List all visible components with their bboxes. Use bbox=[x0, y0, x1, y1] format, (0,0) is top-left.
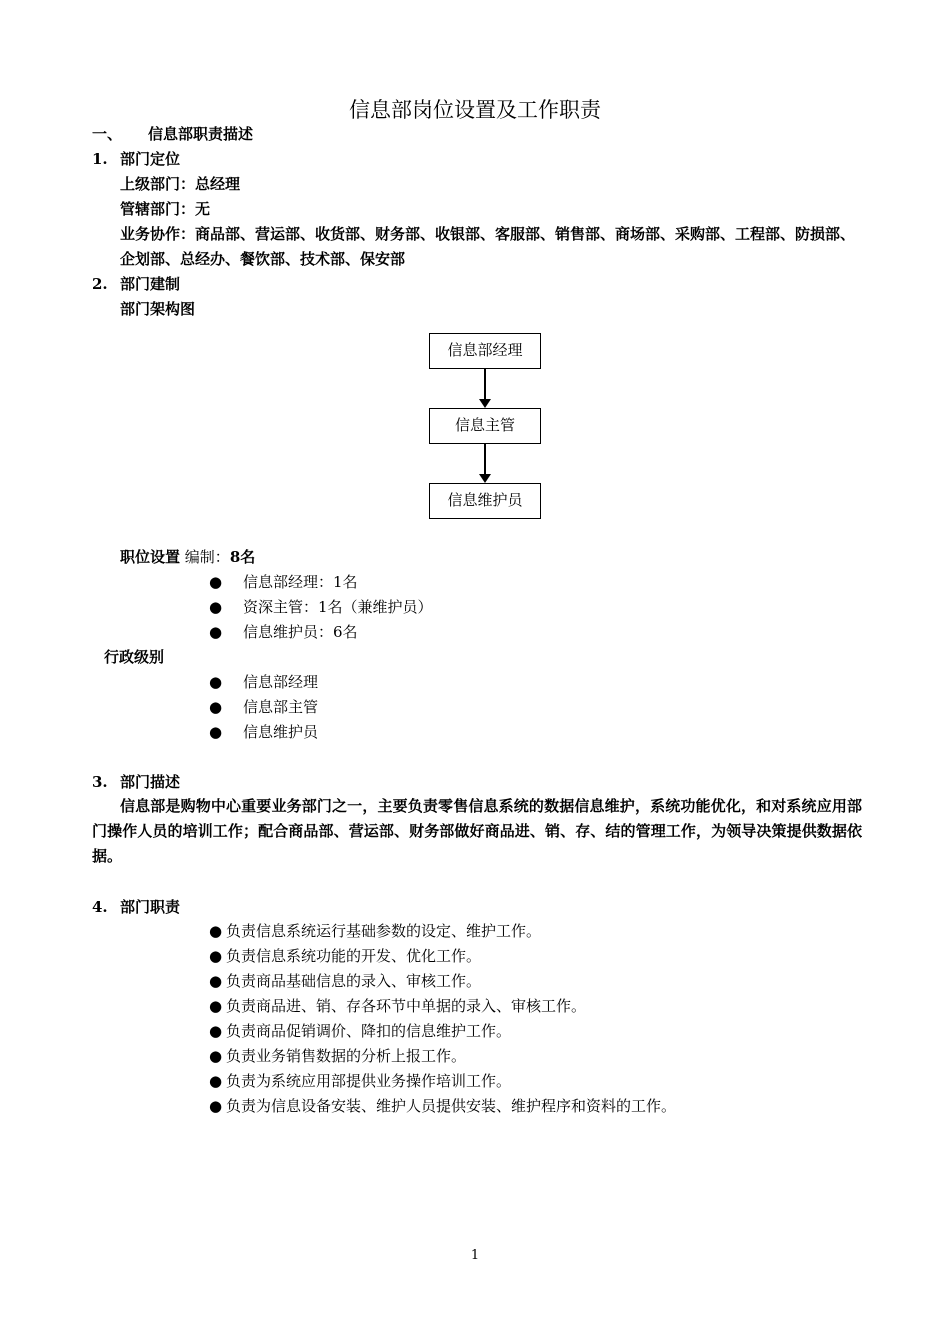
section-1-title: 信息部职责描述 bbox=[148, 125, 254, 143]
item-3-heading bbox=[92, 772, 180, 792]
bullet-icon: ● bbox=[209, 573, 223, 591]
bullet-icon: ● bbox=[209, 598, 223, 616]
duty-item: ● 负责商品进、销、存各环节中单据的录入、审核工作。 bbox=[209, 997, 587, 1015]
item-2-number: 2. bbox=[92, 275, 108, 293]
business-cooperation-line-2: 企划部、总经办、餐饮部、技术部、保安部 bbox=[120, 250, 406, 268]
bullet-icon: ● bbox=[209, 1097, 223, 1115]
position-item: ● 资深主管：1名（兼维护员） bbox=[209, 598, 433, 616]
section-1-number: 一、 bbox=[92, 125, 123, 143]
bullet-icon: ● bbox=[209, 623, 223, 641]
duty-item: ● 负责信息系统功能的开发、优化工作。 bbox=[209, 947, 482, 965]
department-description: 信息部是购物中心重要业务部门之一，主要负责零售信息系统的数据信息维护，系统功能优化，和对系统应用部门操作人员的培训工作；配合商品部、营运部、财务部做好商品进、销、存、结的管理工作，为领导决策提供数据依据。 bbox=[92, 797, 862, 865]
page-number: 1 bbox=[470, 1248, 480, 1263]
quota-value: 8名 bbox=[229, 548, 256, 566]
positions-label: 职位设置 bbox=[120, 548, 181, 566]
org-connector-2 bbox=[484, 444, 486, 474]
org-arrow-2 bbox=[479, 474, 491, 483]
org-chart-label: 部门架构图 bbox=[120, 300, 196, 318]
bullet-icon: ● bbox=[209, 1047, 223, 1065]
page-title: 信息部岗位设置及工作职责 bbox=[349, 98, 601, 122]
level-item: ● 信息部经理 bbox=[209, 673, 319, 691]
org-box-supervisor: 信息主管 bbox=[429, 408, 541, 444]
org-box-manager: 信息部经理 bbox=[429, 333, 541, 369]
duty-item: ● 负责业务销售数据的分析上报工作。 bbox=[209, 1047, 467, 1065]
level-item: ● 信息部主管 bbox=[209, 698, 319, 716]
item-2-heading bbox=[92, 274, 180, 294]
item-2-title: 部门建制 bbox=[120, 275, 181, 293]
position-item: ● 信息部经理：1名 bbox=[209, 573, 358, 591]
item-1-title: 部门定位 bbox=[120, 150, 181, 168]
section-1-heading bbox=[92, 124, 253, 144]
duty-item: ● 负责信息系统运行基础参数的设定、维护工作。 bbox=[209, 922, 542, 940]
bullet-icon: ● bbox=[209, 1072, 223, 1090]
level-item: ● 信息维护员 bbox=[209, 723, 319, 741]
item-4-number: 4. bbox=[92, 898, 108, 916]
bullet-icon: ● bbox=[209, 972, 223, 990]
org-arrow-1 bbox=[479, 399, 491, 408]
item-3-number: 3. bbox=[92, 773, 108, 791]
item-4-title: 部门职责 bbox=[120, 898, 181, 916]
business-cooperation-line-1: 业务协作：商品部、营运部、收货部、财务部、收银部、客服部、销售部、商场部、采购部、工程部、防损部、 bbox=[120, 225, 856, 243]
item-1-number: 1. bbox=[92, 150, 108, 168]
position-item: ● 信息维护员：6名 bbox=[209, 623, 358, 641]
duty-item: ● 负责商品基础信息的录入、审核工作。 bbox=[209, 972, 482, 990]
bullet-icon: ● bbox=[209, 673, 223, 691]
bullet-icon: ● bbox=[209, 997, 223, 1015]
org-box-maintainer: 信息维护员 bbox=[429, 483, 541, 519]
duty-item: ● 负责为系统应用部提供业务操作培训工作。 bbox=[209, 1072, 512, 1090]
org-connector-1 bbox=[484, 369, 486, 399]
quota-label: 编制： bbox=[184, 548, 230, 566]
item-3-title: 部门描述 bbox=[120, 773, 181, 791]
item-1-heading bbox=[92, 149, 180, 169]
positions-heading bbox=[120, 547, 255, 567]
managed-department: 管辖部门：无 bbox=[120, 200, 211, 218]
superior-department: 上级部门：总经理 bbox=[120, 175, 241, 193]
duty-item: ● 负责为信息设备安装、维护人员提供安装、维护程序和资料的工作。 bbox=[209, 1097, 677, 1115]
bullet-icon: ● bbox=[209, 723, 223, 741]
bullet-icon: ● bbox=[209, 1022, 223, 1040]
bullet-icon: ● bbox=[209, 698, 223, 716]
admin-levels-label: 行政级别 bbox=[104, 648, 165, 666]
bullet-icon: ● bbox=[209, 922, 223, 940]
item-4-heading bbox=[92, 897, 180, 917]
bullet-icon: ● bbox=[209, 947, 223, 965]
duty-item: ● 负责商品促销调价、降扣的信息维护工作。 bbox=[209, 1022, 512, 1040]
